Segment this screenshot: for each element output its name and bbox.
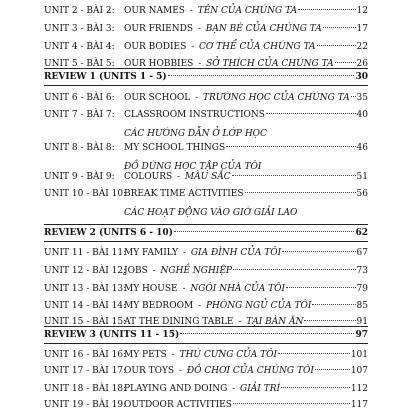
dot-leader bbox=[278, 353, 350, 354]
toc-title bbox=[124, 40, 316, 54]
toc-title-line bbox=[124, 91, 368, 105]
dot-leader bbox=[323, 27, 356, 28]
toc-unit-label: UNIT 13 - BÀI 13: bbox=[44, 284, 127, 294]
toc-title-separator: - bbox=[149, 266, 159, 276]
toc-title bbox=[124, 91, 350, 105]
toc-title bbox=[124, 4, 297, 18]
toc-title-line bbox=[124, 246, 368, 260]
toc-title-line bbox=[124, 4, 368, 18]
toc-title-line bbox=[124, 108, 368, 122]
toc-title-en: OUR SCHOOL bbox=[124, 93, 191, 103]
toc-unit-label: UNIT 15 - BÀI 15: bbox=[44, 317, 127, 327]
review-label: REVIEW 3 (UNITS 11 - 15) bbox=[44, 330, 180, 340]
toc-subtitle-vn: CÁC HƯỚNG DẪN Ở LỚP HỌC bbox=[124, 129, 267, 139]
toc-title-vn: TRƯỜNG HỌC CỦA CHÚNG TA bbox=[203, 93, 350, 103]
dot-leader bbox=[298, 9, 355, 10]
toc-title-en: COLOURS bbox=[124, 172, 173, 182]
toc-page-number: 101 bbox=[350, 350, 368, 360]
toc-entry[interactable] bbox=[0, 4, 400, 18]
dot-leader bbox=[282, 251, 355, 252]
toc-title-line bbox=[124, 40, 368, 54]
toc-page-number: 22 bbox=[356, 42, 368, 52]
toc-unit-label: UNIT 11 - BÀI 11: bbox=[44, 248, 127, 258]
toc-title-separator: - bbox=[229, 384, 239, 394]
review-entry[interactable] bbox=[44, 328, 368, 342]
review-page-number: 62 bbox=[355, 228, 368, 238]
toc-page-number: 56 bbox=[356, 189, 368, 199]
toc-entry[interactable] bbox=[0, 364, 400, 378]
toc-title-vn: BẠN BÈ CỦA CHÚNG TA bbox=[205, 24, 322, 34]
toc-title-en: PLAYING AND DOING bbox=[124, 384, 228, 394]
toc-title bbox=[124, 382, 280, 396]
toc-unit-label: UNIT 12 - BÀI 12: bbox=[44, 266, 127, 276]
toc-title-vn: NGÔI NHÀ CỦA TÔI bbox=[190, 284, 286, 294]
toc-page-number: 79 bbox=[356, 284, 368, 294]
toc-page-number: 112 bbox=[350, 384, 368, 394]
dot-leader bbox=[281, 387, 350, 388]
toc-title-line bbox=[124, 170, 368, 184]
dot-leader bbox=[286, 287, 355, 288]
toc-entry[interactable] bbox=[0, 141, 400, 155]
toc-title-vn: THÚ CƯNG CỦA TÔI bbox=[179, 350, 278, 360]
toc-title-separator: - bbox=[186, 6, 196, 16]
review-rule-bottom bbox=[44, 241, 368, 242]
dot-leader bbox=[168, 75, 355, 76]
toc-page-number: 85 bbox=[356, 301, 368, 311]
toc-unit-label: UNIT 4 - BÀI 4: bbox=[44, 42, 115, 52]
toc-unit-label: UNIT 5 - BÀI 5: bbox=[44, 59, 115, 69]
review-label: REVIEW 1 (UNITS 1 - 5) bbox=[44, 72, 167, 82]
toc-title-separator: - bbox=[235, 317, 245, 327]
toc-title bbox=[124, 141, 225, 155]
toc-unit-label: UNIT 9 - BÀI 9: bbox=[44, 172, 115, 182]
toc-title bbox=[124, 364, 314, 378]
toc-unit-label: UNIT 8 - BÀI 8: bbox=[44, 143, 115, 153]
toc-entry[interactable] bbox=[0, 398, 400, 412]
toc-title-line bbox=[124, 187, 368, 201]
dot-leader bbox=[174, 231, 355, 232]
toc-title-vn: MÀU SẮC bbox=[184, 172, 231, 182]
toc-title-line bbox=[124, 299, 368, 313]
toc-title-line bbox=[124, 282, 368, 296]
toc-subtitle-vn: ĐỒ DÙNG HỌC TẬP CỦA TÔI bbox=[124, 162, 262, 172]
toc-unit-label: UNIT 18 - BÀI 18: bbox=[44, 384, 127, 394]
review-label: REVIEW 2 (UNITS 6 - 10) bbox=[44, 228, 173, 238]
toc-title-separator: - bbox=[174, 172, 183, 182]
toc-title-separator: - bbox=[180, 248, 189, 258]
toc-title bbox=[124, 299, 311, 313]
toc-title bbox=[124, 108, 265, 122]
toc-subtitle-vn: CÁC HOẠT ĐỘNG VÀO GIỜ GIẢI LAO bbox=[124, 208, 298, 218]
toc-title-vn: NGHỀ NGHIỆP bbox=[160, 266, 232, 276]
toc-page-number: 117 bbox=[350, 400, 368, 410]
toc-unit-label: UNIT 16 - BÀI 16: bbox=[44, 350, 127, 360]
toc-title-separator: - bbox=[168, 350, 178, 360]
toc-title-vn: TẠI BÀN ĂN bbox=[246, 317, 304, 327]
toc-title-vn: SỞ THÍCH CỦA CHÚNG TA bbox=[206, 59, 334, 69]
review-rule-top bbox=[44, 224, 368, 225]
toc-title-separator: - bbox=[192, 93, 201, 103]
toc-entry[interactable] bbox=[0, 264, 400, 278]
toc-title-separator: - bbox=[195, 301, 204, 311]
dot-leader bbox=[233, 403, 350, 404]
toc-title-en: AT THE DINING TABLE bbox=[124, 317, 234, 327]
toc-title-en: OUR FRIENDS bbox=[124, 24, 194, 34]
dot-leader bbox=[315, 369, 350, 370]
toc-title-vn: CƠ THỂ CỦA CHÚNG TA bbox=[199, 42, 316, 52]
dot-leader bbox=[232, 175, 356, 176]
toc-title-vn: PHÒNG NGỦ CỦA TÔI bbox=[205, 301, 312, 311]
toc-page-number: 46 bbox=[356, 143, 368, 153]
toc-title bbox=[124, 170, 231, 184]
dot-leader bbox=[312, 304, 355, 305]
review-rule-top bbox=[44, 326, 368, 327]
toc-title-en: MY PETS bbox=[124, 350, 167, 360]
toc-page-number: 67 bbox=[356, 248, 368, 258]
review-entry[interactable] bbox=[44, 70, 368, 84]
toc-page-number: 51 bbox=[356, 172, 368, 182]
toc-page-number: 40 bbox=[356, 110, 368, 120]
toc-title bbox=[124, 348, 277, 362]
toc-title-line bbox=[124, 398, 368, 412]
toc-title-line bbox=[124, 22, 368, 36]
toc-subtitle-row bbox=[0, 206, 400, 220]
toc-page-number: 12 bbox=[356, 6, 368, 16]
toc-title-en: MY SCHOOL THINGS bbox=[124, 143, 226, 153]
toc-title-en: CLASSROOM INSTRUCTIONS bbox=[124, 110, 265, 120]
toc-page-number: 26 bbox=[356, 59, 368, 69]
toc-unit-label: UNIT 6 - BÀI 6: bbox=[44, 93, 115, 103]
toc-title-separator: - bbox=[188, 42, 198, 52]
toc-title-vn: GIẢI TRÍ bbox=[240, 384, 281, 394]
toc-title-line bbox=[124, 348, 368, 362]
toc-entry[interactable] bbox=[0, 22, 400, 36]
review-page-number: 30 bbox=[355, 72, 368, 82]
dot-leader bbox=[335, 62, 356, 63]
toc-page-number: 17 bbox=[356, 24, 368, 34]
toc-unit-label: UNIT 3 - BÀI 3: bbox=[44, 24, 115, 34]
toc-page-number: 73 bbox=[356, 266, 368, 276]
toc-title bbox=[124, 187, 244, 201]
toc-title bbox=[124, 282, 285, 296]
toc-unit-label: UNIT 2 - BÀI 2: bbox=[44, 6, 115, 16]
dot-leader bbox=[304, 320, 355, 321]
toc-title-en: MY BEDROOM bbox=[124, 301, 194, 311]
dot-leader bbox=[351, 96, 356, 97]
dot-leader bbox=[233, 269, 356, 270]
toc-entry[interactable] bbox=[0, 382, 400, 396]
toc-title-en: OUR NAMES bbox=[124, 6, 185, 16]
toc-title-en: JOBS bbox=[124, 266, 148, 276]
toc-unit-label: UNIT 17 - BÀI 17: bbox=[44, 366, 127, 376]
toc-title-vn: ĐỒ CHƠI CỦA CHÚNG TÔI bbox=[186, 366, 314, 376]
toc-title-separator: - bbox=[195, 24, 204, 34]
toc-unit-label: UNIT 14 - BÀI 14: bbox=[44, 301, 127, 311]
toc-title bbox=[124, 246, 281, 260]
toc-unit-label: UNIT 10 - BÀI 10: bbox=[44, 189, 127, 199]
dot-leader bbox=[245, 192, 356, 193]
toc-entry[interactable] bbox=[0, 187, 400, 201]
toc-title-en: OUR HOBBIES bbox=[124, 59, 194, 69]
toc-entry[interactable] bbox=[0, 348, 400, 362]
dot-leader bbox=[180, 333, 354, 334]
toc-page-number: 107 bbox=[350, 366, 368, 376]
toc-title-en: OUTDOOR ACTIVITIES bbox=[124, 400, 232, 410]
toc-title-line bbox=[124, 382, 368, 396]
review-rule-top bbox=[44, 68, 368, 69]
toc-title-line bbox=[124, 364, 368, 378]
toc-title bbox=[124, 264, 232, 278]
toc-title-en: MY HOUSE bbox=[124, 284, 178, 294]
toc-title-en: OUR BODIES bbox=[124, 42, 187, 52]
dot-leader bbox=[226, 146, 355, 147]
toc-page-number: 91 bbox=[356, 317, 368, 327]
toc-title-line bbox=[124, 264, 368, 278]
toc-title-separator: - bbox=[179, 284, 189, 294]
toc-title-vn: GIA ĐÌNH CỦA TÔI bbox=[190, 248, 282, 258]
review-page-number: 97 bbox=[355, 330, 368, 340]
toc-entry[interactable] bbox=[0, 40, 400, 54]
toc-subtitle-row bbox=[0, 127, 400, 141]
toc-title-separator: - bbox=[195, 59, 205, 69]
toc-entry[interactable] bbox=[0, 282, 400, 296]
dot-leader bbox=[266, 113, 356, 114]
toc-entry[interactable] bbox=[0, 246, 400, 260]
toc-title bbox=[124, 398, 232, 412]
toc-title-separator: - bbox=[176, 366, 185, 376]
toc-title-en: BREAK TIME ACTIVITIES bbox=[124, 189, 244, 199]
toc-title-line bbox=[124, 141, 368, 155]
toc-title-vn: TÊN CỦA CHÚNG TA bbox=[197, 6, 298, 16]
toc-page-number: 35 bbox=[356, 93, 368, 103]
review-rule-bottom bbox=[44, 343, 368, 344]
review-entry[interactable] bbox=[44, 226, 368, 240]
toc-unit-label: UNIT 19 - BÀI 19: bbox=[44, 400, 127, 410]
toc-entry[interactable] bbox=[0, 170, 400, 184]
toc-title-en: OUR TOYS bbox=[124, 366, 175, 376]
review-rule-bottom bbox=[44, 85, 368, 86]
toc-title bbox=[124, 22, 322, 36]
toc-entry[interactable] bbox=[0, 91, 400, 105]
toc-entry[interactable] bbox=[0, 299, 400, 313]
dot-leader bbox=[317, 45, 356, 46]
toc-title-en: MY FAMILY bbox=[124, 248, 179, 258]
toc-entry[interactable] bbox=[0, 108, 400, 122]
toc-unit-label: UNIT 7 - BÀI 7: bbox=[44, 110, 115, 120]
